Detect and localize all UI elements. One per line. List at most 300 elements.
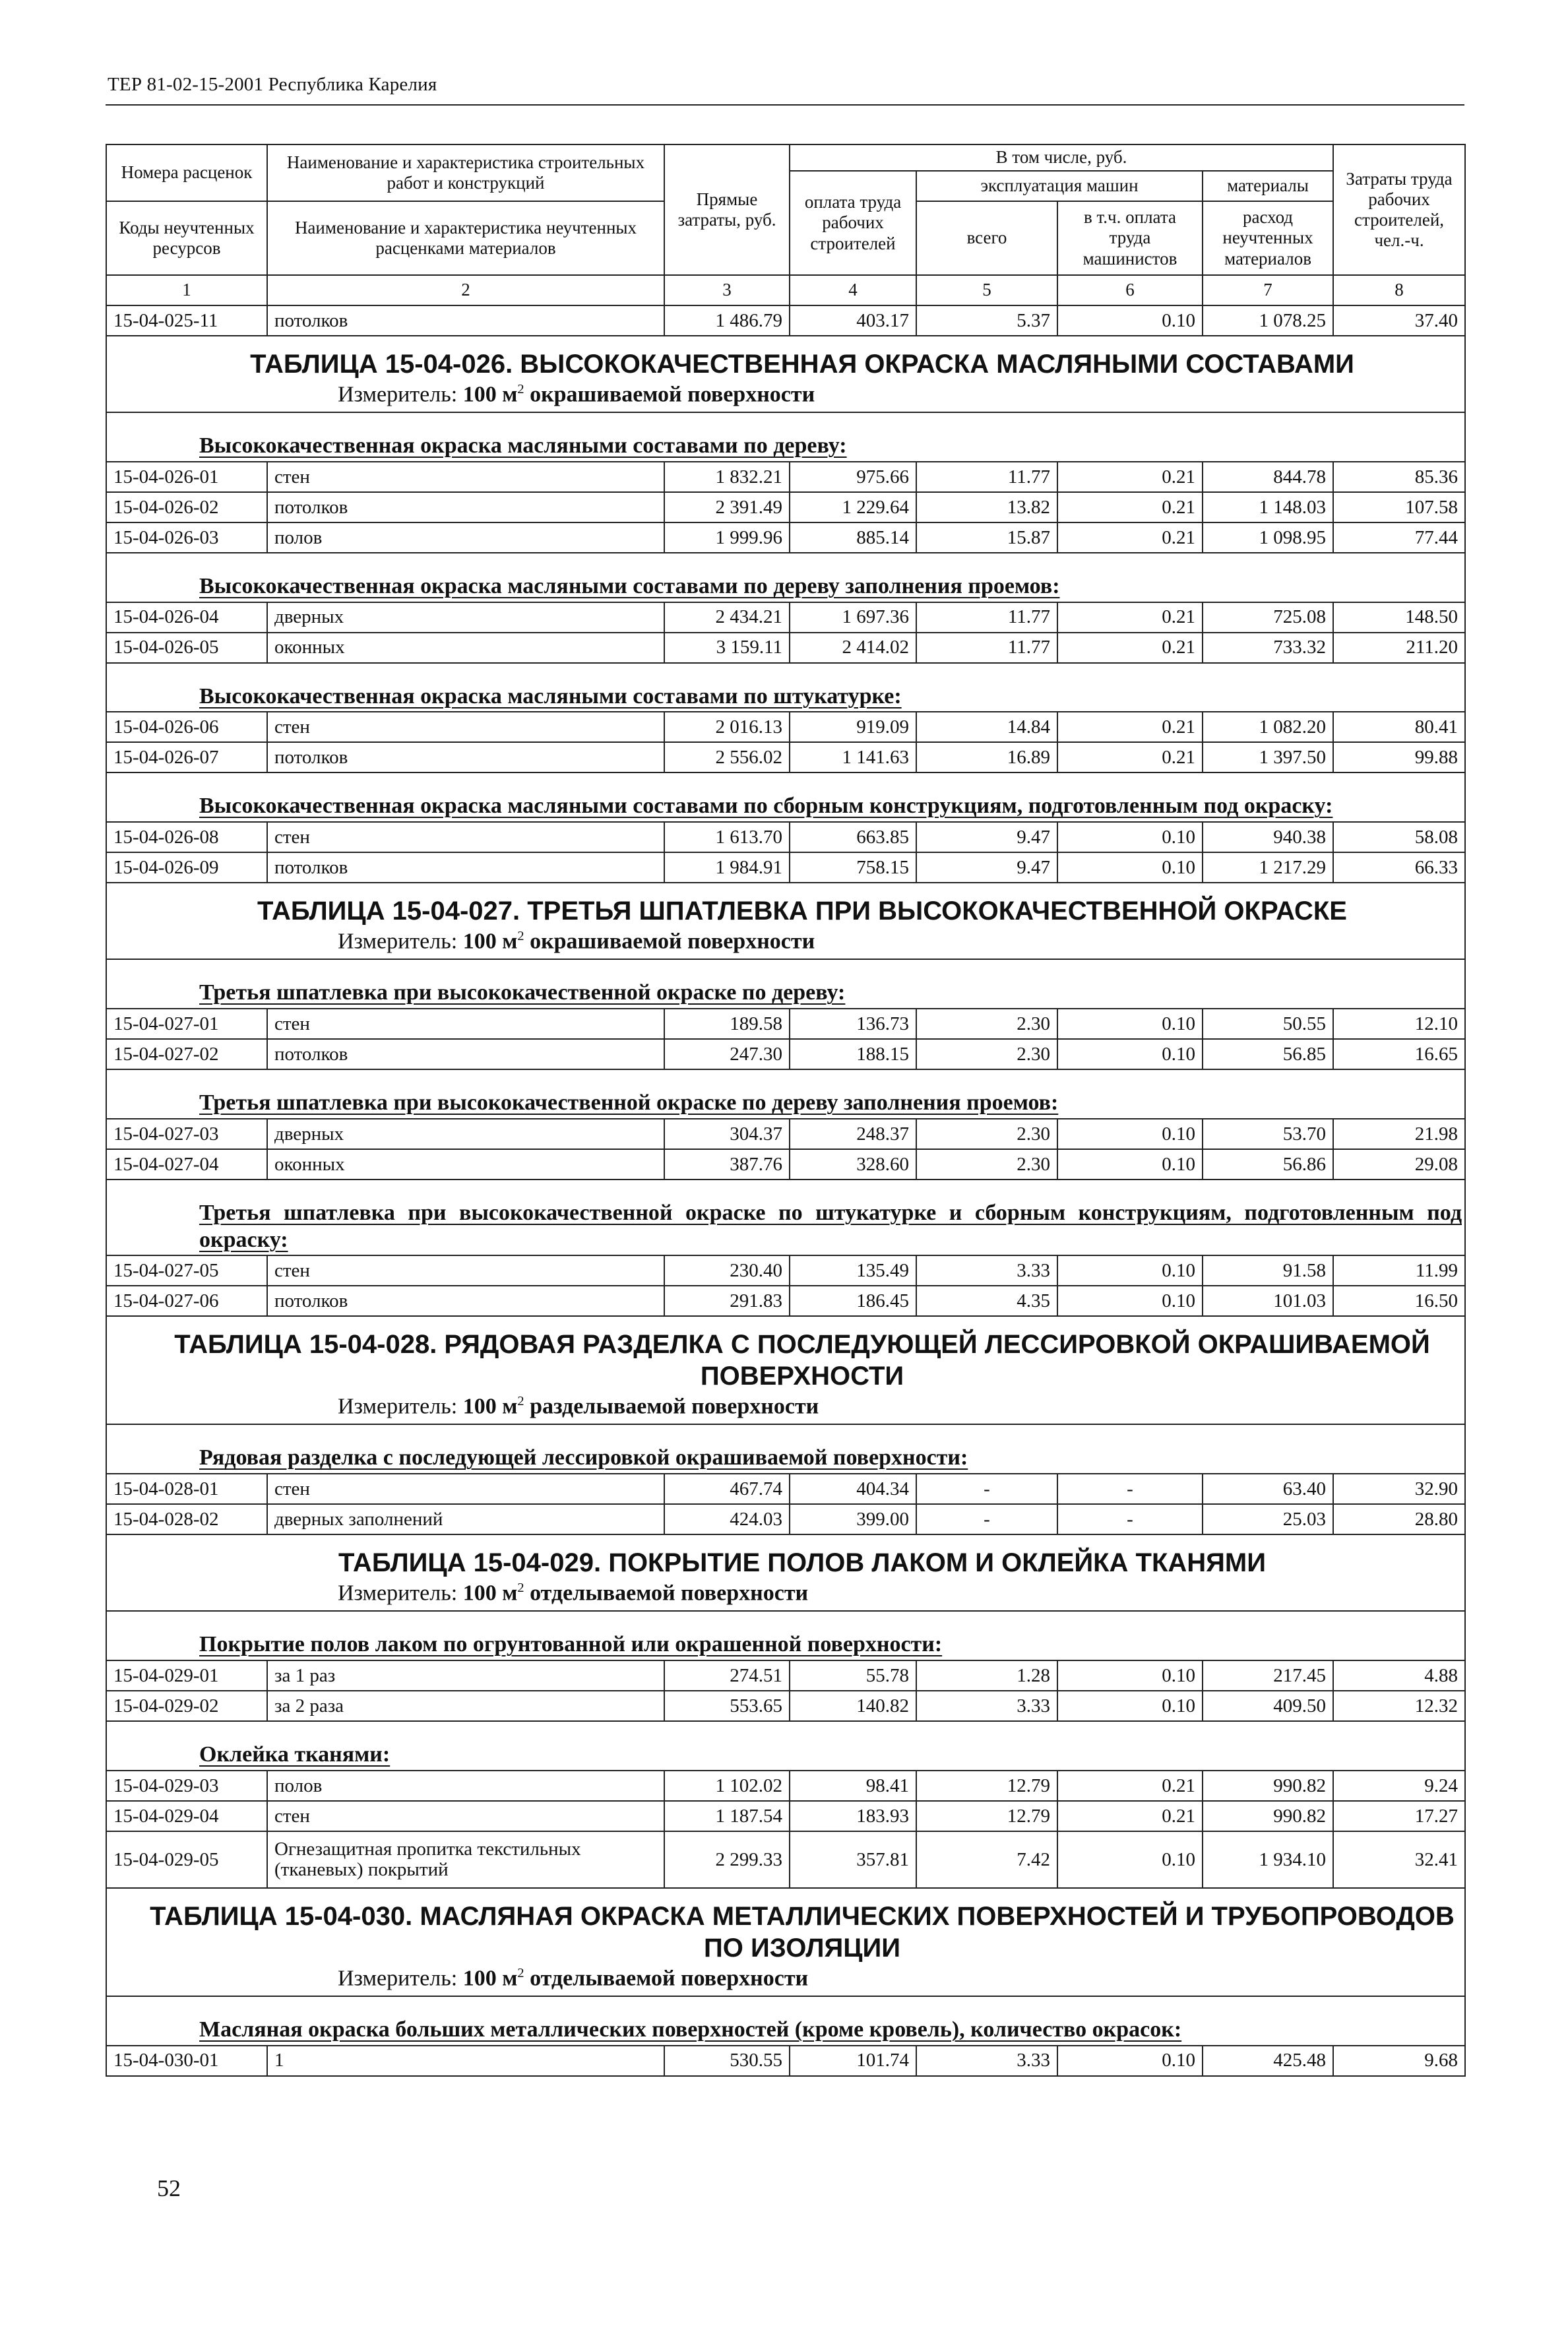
labor-hours: 107.58: [1333, 492, 1465, 522]
work-name: потолков: [267, 1039, 664, 1069]
machines-total: 11.77: [916, 602, 1057, 633]
direct-cost: 3 159.11: [664, 633, 790, 663]
direct-cost: 247.30: [664, 1039, 790, 1069]
materials-cost: 56.85: [1203, 1039, 1333, 1069]
header-name-b: Наименование и характеристика неучтенных расценками материалов: [267, 201, 664, 275]
work-name: дверных: [267, 602, 664, 633]
table-row: [106, 1691, 1465, 1721]
machines-total: -: [916, 1504, 1057, 1534]
materials-cost: 1 082.20: [1203, 712, 1333, 742]
machinist-pay: 0.10: [1057, 2046, 1203, 2076]
direct-cost: 424.03: [664, 1504, 790, 1534]
materials-cost: 56.86: [1203, 1149, 1333, 1180]
machinist-pay: 0.10: [1057, 822, 1203, 852]
rate-code: 15-04-026-03: [106, 522, 267, 553]
machinist-pay: 0.21: [1057, 462, 1203, 492]
machines-total: 9.47: [916, 852, 1057, 883]
rate-code: 15-04-026-07: [106, 742, 267, 772]
machines-total: 5.37: [916, 305, 1057, 336]
machinist-pay: 0.10: [1057, 1039, 1203, 1069]
section-heading: Третья шпатлевка при высококачественной окраске по штукатурке и сборным конструкциям, подготовленным под окраску:: [106, 1180, 1465, 1256]
work-name: дверных заполнений: [267, 1504, 664, 1534]
rate-code: 15-04-027-06: [106, 1286, 267, 1316]
table-title: ТАБЛИЦА 15-04-029. ПОКРЫТИЕ ПОЛОВ ЛАКОМ И ОКЛЕЙКА ТКАНЯМИ: [338, 1548, 1266, 1578]
meter-value: 100 м: [462, 1581, 518, 1606]
work-name: 1: [267, 2046, 664, 2076]
machines-total: 4.35: [916, 1286, 1057, 1316]
materials-cost: 940.38: [1203, 822, 1333, 852]
machinist-pay: 0.10: [1057, 1660, 1203, 1691]
header-number: 8: [1333, 275, 1465, 305]
direct-cost: 189.58: [664, 1009, 790, 1039]
materials-cost: 990.82: [1203, 1771, 1333, 1801]
materials-cost: 990.82: [1203, 1801, 1333, 1831]
table-meter: [146, 380, 1458, 406]
header-numbers-row: [106, 275, 1465, 305]
rate-code: 15-04-027-02: [106, 1039, 267, 1069]
section-heading-row: [106, 553, 1465, 602]
header-number: 7: [1203, 275, 1333, 305]
labor-hours: 11.99: [1333, 1255, 1465, 1286]
labor-pay: 1 141.63: [790, 742, 916, 772]
header-incl: В том числе, руб.: [790, 144, 1333, 171]
section-heading: Оклейка тканями:: [106, 1721, 1465, 1771]
labor-hours: 85.36: [1333, 462, 1465, 492]
direct-cost: 1 984.91: [664, 852, 790, 883]
machinist-pay: 0.21: [1057, 602, 1203, 633]
work-name: полов: [267, 1771, 664, 1801]
rate-code: 15-04-029-01: [106, 1660, 267, 1691]
machinist-pay: 0.10: [1057, 1009, 1203, 1039]
direct-cost: 230.40: [664, 1255, 790, 1286]
header-rule: [106, 104, 1464, 106]
labor-pay: 1 697.36: [790, 602, 916, 633]
machinist-pay: 0.10: [1057, 1831, 1203, 1888]
labor-pay: 399.00: [790, 1504, 916, 1534]
labor-pay: 140.82: [790, 1691, 916, 1721]
meter-value: 100 м: [462, 1394, 518, 1419]
labor-pay: 919.09: [790, 712, 916, 742]
table-row: [106, 602, 1465, 633]
section-heading: Высококачественная окраска масляными составами по сборным конструкциям, подготовленным под окраску:: [106, 772, 1465, 822]
machinist-pay: 0.10: [1057, 1149, 1203, 1180]
meter-description: разделываемой поверхности: [530, 1394, 819, 1419]
machinist-pay: 0.21: [1057, 633, 1203, 663]
header-number: 1: [106, 275, 267, 305]
table-row: [106, 305, 1465, 336]
machines-total: -: [916, 1474, 1057, 1504]
rates-table: [106, 144, 1466, 2077]
header-number: 2: [267, 275, 664, 305]
labor-hours: 148.50: [1333, 602, 1465, 633]
labor-pay: 328.60: [790, 1149, 916, 1180]
work-name: потолков: [267, 492, 664, 522]
direct-cost: 1 486.79: [664, 305, 790, 336]
section-heading-row: [106, 959, 1465, 1009]
table-title-cell: [106, 1888, 1465, 1996]
labor-hours: 12.10: [1333, 1009, 1465, 1039]
rate-code: 15-04-029-02: [106, 1691, 267, 1721]
meter-label: Измеритель:: [338, 1966, 458, 1991]
labor-pay: 885.14: [790, 522, 916, 553]
header-machinist-pay: в т.ч. оплата труда машинистов: [1057, 201, 1203, 275]
section-heading-row: [106, 1069, 1465, 1119]
materials-cost: 844.78: [1203, 462, 1333, 492]
direct-cost: 387.76: [664, 1149, 790, 1180]
labor-hours: 32.90: [1333, 1474, 1465, 1504]
header-number: 5: [916, 275, 1057, 305]
labor-pay: 248.37: [790, 1119, 916, 1149]
rate-code: 15-04-030-01: [106, 2046, 267, 2076]
machines-total: 13.82: [916, 492, 1057, 522]
table-row: [106, 1009, 1465, 1039]
section-heading: Третья шпатлевка при высококачественной окраске по дереву:: [106, 959, 1465, 1009]
labor-hours: 37.40: [1333, 305, 1465, 336]
labor-pay: 55.78: [790, 1660, 916, 1691]
direct-cost: 1 613.70: [664, 822, 790, 852]
section-heading: Высококачественная окраска масляными составами по дереву:: [106, 412, 1465, 462]
materials-cost: 101.03: [1203, 1286, 1333, 1316]
direct-cost: 2 556.02: [664, 742, 790, 772]
header-materials-use: расход неучтенных материалов: [1203, 201, 1333, 275]
direct-cost: 2 434.21: [664, 602, 790, 633]
machines-total: 15.87: [916, 522, 1057, 553]
materials-cost: 50.55: [1203, 1009, 1333, 1039]
table-row: [106, 1286, 1465, 1316]
labor-pay: 101.74: [790, 2046, 916, 2076]
labor-hours: 9.68: [1333, 2046, 1465, 2076]
labor-pay: 186.45: [790, 1286, 916, 1316]
rate-code: 15-04-025-11: [106, 305, 267, 336]
machines-total: 7.42: [916, 1831, 1057, 1888]
rate-code: 15-04-028-01: [106, 1474, 267, 1504]
direct-cost: 553.65: [664, 1691, 790, 1721]
meter-description: отделываемой поверхности: [530, 1581, 809, 1606]
rate-code: 15-04-026-01: [106, 462, 267, 492]
table-row: [106, 462, 1465, 492]
machinist-pay: 0.10: [1057, 305, 1203, 336]
header-code-a: Номера расценок: [106, 144, 267, 201]
rate-code: 15-04-029-03: [106, 1771, 267, 1801]
machines-total: 11.77: [916, 462, 1057, 492]
machinist-pay: 0.21: [1057, 1801, 1203, 1831]
rate-code: 15-04-029-04: [106, 1801, 267, 1831]
work-name: за 2 раза: [267, 1691, 664, 1721]
table-meter: [146, 1964, 1458, 1990]
section-heading-row: [106, 1721, 1465, 1771]
labor-hours: 16.65: [1333, 1039, 1465, 1069]
work-name: стен: [267, 1255, 664, 1286]
labor-hours: 211.20: [1333, 633, 1465, 663]
labor-hours: 17.27: [1333, 1801, 1465, 1831]
labor-pay: 403.17: [790, 305, 916, 336]
rate-code: 15-04-026-08: [106, 822, 267, 852]
direct-cost: 1 832.21: [664, 462, 790, 492]
work-name: потолков: [267, 1286, 664, 1316]
header-code-b: Коды неучтенных ресурсов: [106, 201, 267, 275]
meter-description: окрашиваемой поверхности: [530, 382, 815, 407]
section-heading-row: [106, 772, 1465, 822]
work-name: стен: [267, 712, 664, 742]
materials-cost: 1 098.95: [1203, 522, 1333, 553]
labor-hours: 32.41: [1333, 1831, 1465, 1888]
machines-total: 2.30: [916, 1149, 1057, 1180]
labor-pay: 1 229.64: [790, 492, 916, 522]
table-row: [106, 1119, 1465, 1149]
meter-unit-power: 2: [517, 1394, 524, 1409]
meter-description: окрашиваемой поверхности: [530, 929, 815, 954]
materials-cost: 733.32: [1203, 633, 1333, 663]
work-name: дверных: [267, 1119, 664, 1149]
machines-total: 9.47: [916, 822, 1057, 852]
labor-pay: 188.15: [790, 1039, 916, 1069]
table-title-row: [106, 1888, 1465, 1996]
work-name: Огнезащитная пропитка текстильных (тканевых) покрытий: [267, 1831, 664, 1888]
direct-cost: 2 391.49: [664, 492, 790, 522]
machines-total: 2.30: [916, 1009, 1057, 1039]
table-row: [106, 1149, 1465, 1180]
section-heading-row: [106, 1996, 1465, 2046]
machinist-pay: 0.10: [1057, 1119, 1203, 1149]
section-heading: Третья шпатлевка при высококачественной окраске по дереву заполнения проемов:: [106, 1069, 1465, 1119]
machinist-pay: 0.10: [1057, 852, 1203, 883]
labor-pay: 183.93: [790, 1801, 916, 1831]
machines-total: 1.28: [916, 1660, 1057, 1691]
work-name: оконных: [267, 633, 664, 663]
rate-code: 15-04-029-05: [106, 1831, 267, 1888]
table-row: [106, 742, 1465, 772]
materials-cost: 1 397.50: [1203, 742, 1333, 772]
machinist-pay: 0.21: [1057, 742, 1203, 772]
section-heading-row: [106, 663, 1465, 712]
table-body: [106, 305, 1465, 2076]
machinist-pay: 0.10: [1057, 1286, 1203, 1316]
rate-code: 15-04-026-05: [106, 633, 267, 663]
rate-code: 15-04-027-04: [106, 1149, 267, 1180]
meter-unit-power: 2: [517, 1581, 524, 1596]
direct-cost: 1 187.54: [664, 1801, 790, 1831]
table-title-cell: [106, 883, 1465, 959]
direct-cost: 1 102.02: [664, 1771, 790, 1801]
header-number: 6: [1057, 275, 1203, 305]
machinist-pay: 0.10: [1057, 1255, 1203, 1286]
rate-code: 15-04-027-03: [106, 1119, 267, 1149]
table-row: [106, 1039, 1465, 1069]
table-row: [106, 1504, 1465, 1534]
header-labor: Затраты труда рабочих строителей, чел.-ч.: [1333, 144, 1465, 275]
table-title-row: [106, 336, 1465, 412]
labor-pay: 135.49: [790, 1255, 916, 1286]
running-header: ТЕР 81-02-15-2001 Республика Карелия: [108, 74, 437, 95]
labor-hours: 99.88: [1333, 742, 1465, 772]
labor-pay: 663.85: [790, 822, 916, 852]
table-title-cell: [106, 336, 1465, 412]
table-title: ТАБЛИЦА 15-04-030. МАСЛЯНАЯ ОКРАСКА МЕТАЛЛИЧЕСКИХ ПОВЕРХНОСТЕЙ И ТРУБОПРОВОДОВ ПО ИЗОЛЯЦИИ: [150, 1901, 1455, 1963]
header-number: 3: [664, 275, 790, 305]
machines-total: 11.77: [916, 633, 1057, 663]
materials-cost: 1 148.03: [1203, 492, 1333, 522]
labor-pay: 136.73: [790, 1009, 916, 1039]
machines-total: 12.79: [916, 1801, 1057, 1831]
table-row: [106, 1801, 1465, 1831]
table-title: ТАБЛИЦА 15-04-028. РЯДОВАЯ РАЗДЕЛКА С ПОСЛЕДУЮЩЕЙ ЛЕССИРОВКОЙ ОКРАШИВАЕМОЙ ПОВЕРХНОСТИ: [174, 1330, 1430, 1391]
meter-value: 100 м: [462, 382, 518, 407]
labor-pay: 357.81: [790, 1831, 916, 1888]
meter-unit-power: 2: [517, 929, 524, 944]
labor-hours: 16.50: [1333, 1286, 1465, 1316]
labor-hours: 12.32: [1333, 1691, 1465, 1721]
direct-cost: 2 016.13: [664, 712, 790, 742]
table-row: [106, 2046, 1465, 2076]
meter-label: Измеритель:: [338, 1581, 458, 1606]
materials-cost: 53.70: [1203, 1119, 1333, 1149]
table-title-row: [106, 883, 1465, 959]
table-row: [106, 1474, 1465, 1504]
meter-unit-power: 2: [517, 382, 524, 396]
rate-code: 15-04-026-06: [106, 712, 267, 742]
meter-label: Измеритель:: [338, 929, 458, 954]
table-title-cell: [106, 1316, 1465, 1424]
labor-hours: 4.88: [1333, 1660, 1465, 1691]
section-heading-row: [106, 1424, 1465, 1474]
work-name: стен: [267, 1801, 664, 1831]
table-meter: [146, 1392, 1458, 1418]
work-name: полов: [267, 522, 664, 553]
labor-hours: 28.80: [1333, 1504, 1465, 1534]
meter-value: 100 м: [462, 929, 518, 954]
machines-total: 16.89: [916, 742, 1057, 772]
materials-cost: 425.48: [1203, 2046, 1333, 2076]
direct-cost: 530.55: [664, 2046, 790, 2076]
labor-hours: 21.98: [1333, 1119, 1465, 1149]
header-labor-pay: оплата труда рабочих строителей: [790, 171, 916, 275]
rate-code: 15-04-026-04: [106, 602, 267, 633]
machines-total: 3.33: [916, 1691, 1057, 1721]
materials-cost: 725.08: [1203, 602, 1333, 633]
table-row: [106, 1660, 1465, 1691]
direct-cost: 291.83: [664, 1286, 790, 1316]
section-heading: Высококачественная окраска масляными составами по штукатурке:: [106, 663, 1465, 712]
materials-cost: 63.40: [1203, 1474, 1333, 1504]
materials-cost: 1 934.10: [1203, 1831, 1333, 1888]
direct-cost: 467.74: [664, 1474, 790, 1504]
header-number: 4: [790, 275, 916, 305]
meter-label: Измеритель:: [338, 382, 458, 407]
direct-cost: 304.37: [664, 1119, 790, 1149]
labor-pay: 98.41: [790, 1771, 916, 1801]
section-heading: Рядовая разделка с последующей лессировкой окрашиваемой поверхности:: [106, 1424, 1465, 1474]
meter-label: Измеритель:: [338, 1394, 458, 1419]
table-title: ТАБЛИЦА 15-04-027. ТРЕТЬЯ ШПАТЛЕВКА ПРИ ВЫСОКОКАЧЕСТВЕННОЙ ОКРАСКЕ: [257, 897, 1347, 926]
labor-hours: 80.41: [1333, 712, 1465, 742]
section-heading-row: [106, 1611, 1465, 1660]
table-row: [106, 822, 1465, 852]
direct-cost: 1 999.96: [664, 522, 790, 553]
table-row: [106, 492, 1465, 522]
section-heading-row: [106, 412, 1465, 462]
work-name: потолков: [267, 852, 664, 883]
work-name: стен: [267, 1474, 664, 1504]
table-row: [106, 522, 1465, 553]
header-name-a: Наименование и характеристика строительных работ и конструкций: [267, 144, 664, 201]
labor-pay: 758.15: [790, 852, 916, 883]
rate-code: 15-04-027-01: [106, 1009, 267, 1039]
machines-total: 3.33: [916, 2046, 1057, 2076]
header-machines: эксплуатация машин: [916, 171, 1203, 201]
work-name: потолков: [267, 305, 664, 336]
machinist-pay: 0.21: [1057, 1771, 1203, 1801]
rate-code: 15-04-027-05: [106, 1255, 267, 1286]
table-row: [106, 633, 1465, 663]
labor-hours: 29.08: [1333, 1149, 1465, 1180]
section-heading-row: [106, 1180, 1465, 1256]
work-name: стен: [267, 462, 664, 492]
section-heading: Покрытие полов лаком по огрунтованной или окрашенной поверхности:: [106, 1611, 1465, 1660]
header-direct: Прямые затраты, руб.: [664, 144, 790, 275]
rate-code: 15-04-028-02: [106, 1504, 267, 1534]
labor-hours: 77.44: [1333, 522, 1465, 553]
materials-cost: 91.58: [1203, 1255, 1333, 1286]
table-row: [106, 712, 1465, 742]
machinist-pay: -: [1057, 1474, 1203, 1504]
table-title-row: [106, 1316, 1465, 1424]
direct-cost: 274.51: [664, 1660, 790, 1691]
materials-cost: 217.45: [1203, 1660, 1333, 1691]
direct-cost: 2 299.33: [664, 1831, 790, 1888]
header-machines-total: всего: [916, 201, 1057, 275]
work-name: стен: [267, 1009, 664, 1039]
labor-hours: 9.24: [1333, 1771, 1465, 1801]
labor-pay: 2 414.02: [790, 633, 916, 663]
rate-code: 15-04-026-02: [106, 492, 267, 522]
table-header: [106, 144, 1465, 305]
table-meter: [146, 927, 1458, 953]
work-name: за 1 раз: [267, 1660, 664, 1691]
meter-description: отделываемой поверхности: [530, 1966, 809, 1991]
materials-cost: 409.50: [1203, 1691, 1333, 1721]
materials-cost: 1 217.29: [1203, 852, 1333, 883]
work-name: потолков: [267, 742, 664, 772]
machinist-pay: 0.10: [1057, 1691, 1203, 1721]
table-meter: [146, 1579, 1458, 1605]
labor-pay: 404.34: [790, 1474, 916, 1504]
table-title-cell: [106, 1534, 1465, 1611]
materials-cost: 1 078.25: [1203, 305, 1333, 336]
machines-total: 2.30: [916, 1119, 1057, 1149]
machinist-pay: -: [1057, 1504, 1203, 1534]
labor-hours: 66.33: [1333, 852, 1465, 883]
machines-total: 3.33: [916, 1255, 1057, 1286]
table-row: [106, 1771, 1465, 1801]
work-name: оконных: [267, 1149, 664, 1180]
work-name: стен: [267, 822, 664, 852]
machines-total: 2.30: [916, 1039, 1057, 1069]
meter-value: 100 м: [462, 1966, 518, 1991]
table-title-row: [106, 1534, 1465, 1611]
table-row: [106, 1831, 1465, 1888]
meter-unit-power: 2: [517, 1965, 524, 1980]
table-row: [106, 852, 1465, 883]
machines-total: 12.79: [916, 1771, 1057, 1801]
machinist-pay: 0.21: [1057, 522, 1203, 553]
labor-pay: 975.66: [790, 462, 916, 492]
labor-hours: 58.08: [1333, 822, 1465, 852]
machines-total: 14.84: [916, 712, 1057, 742]
section-heading: Масляная окраска больших металлических поверхностей (кроме кровель), количество окрасок:: [106, 1996, 1465, 2046]
rate-code: 15-04-026-09: [106, 852, 267, 883]
table-title: ТАБЛИЦА 15-04-026. ВЫСОКОКАЧЕСТВЕННАЯ ОКРАСКА МАСЛЯНЫМИ СОСТАВАМИ: [250, 350, 1354, 379]
header-materials: материалы: [1203, 171, 1333, 201]
